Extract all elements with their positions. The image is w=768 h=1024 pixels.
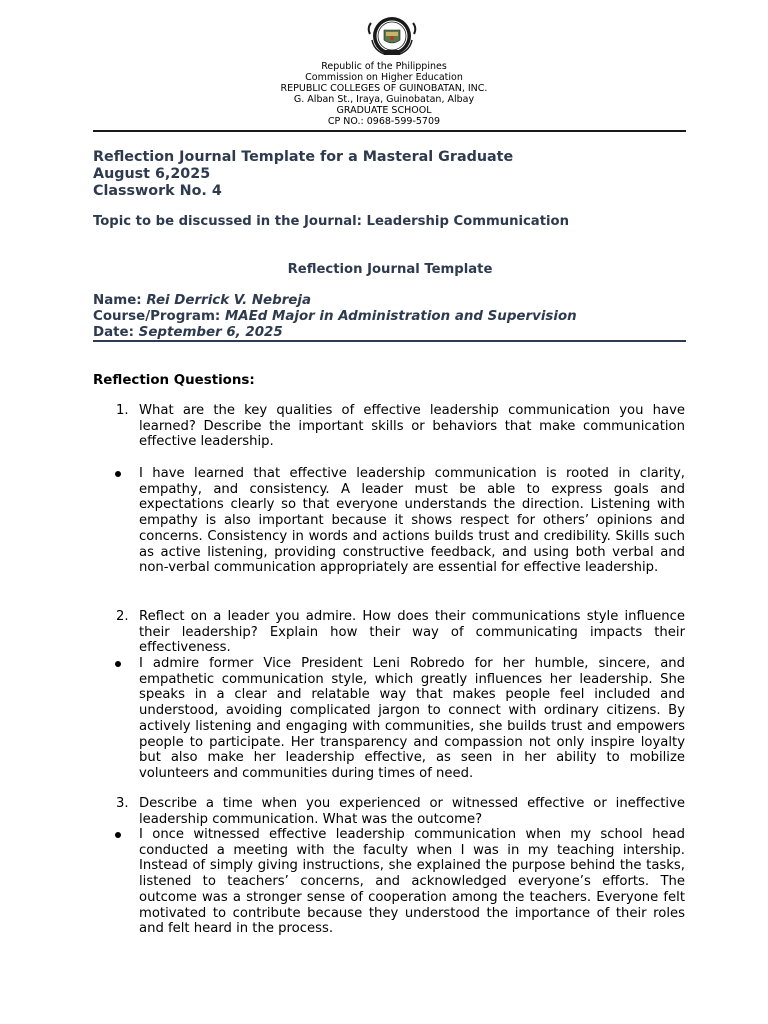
question-text: What are the key qualities of effective leadership communication you have learned? Describe the important skills or behaviors that make communication effective leadership. <box>139 403 685 450</box>
date-value: September 6, 2025 <box>138 324 283 340</box>
letterhead-line: Commission on Higher Education <box>305 72 463 84</box>
question-number: 2. <box>116 609 129 624</box>
question-number: 3. <box>116 796 129 811</box>
letterhead-line: GRADUATE SCHOOL <box>336 105 432 117</box>
question-number: 1. <box>116 403 129 418</box>
answer-text: I have learned that effective leadership communication is rooted in clarity, empathy, and consistency. A leader must be able to express goals and expectations clearly so that everyone understands the direction. Listening with empathy is also important because it shows respect for others’ opinions and concerns. Consistency in words and actions builds trust and credibility. Skills such as active listening, providing constructive feedback, and using both verbal and non-verbal communication appropriately are essential for effective leadership. <box>139 466 685 576</box>
date-label: Date: <box>93 324 134 340</box>
journal-topic: Topic to be discussed in the Journal: Leadership Communication <box>93 214 569 229</box>
template-title: Reflection Journal Template <box>287 262 493 277</box>
letterhead-line: Republic of the Philippines <box>321 61 447 72</box>
letterhead-line: G. Alban St., Iraya, Guinobatan, Albay <box>293 94 475 106</box>
program-row <box>93 309 577 325</box>
answer-text: I once witnessed effective leadership communication when my school head conducted a meeting with the faculty when I was in my teaching intership. Instead of simply giving instructions, she explained the purpose behind the tasks, listened to teachers’ concerns, and acknowledged everyone’s efforts. The outcome was a stronger sense of cooperation among the teachers. Everyone felt motivated to contribute because they understood the importance of their roles and felt heard in the process. <box>139 827 685 937</box>
info-divider <box>93 340 686 342</box>
date-row <box>93 325 577 341</box>
letterhead-line: CP NO.: 0968-599-5709 <box>327 116 441 128</box>
letterhead-line: REPUBLIC COLLEGES OF GUINOBATAN, INC. <box>280 83 488 95</box>
name-label: Name: <box>93 293 142 308</box>
document-title: Reflection Journal Template for a Masteral Graduate <box>93 149 514 165</box>
question-text: Reflect on a leader you admire. How does their communications style influence their leadership? Explain how their way of communicating impacts their effectiveness. <box>139 609 685 656</box>
answer-text: I admire former Vice President Leni Robredo for her humble, sincere, and empathetic communication style, which greatly influences her leadership. She speaks in a clear and relatable way that makes people feel included and understood, avoiding complicated jargon to connect with ordinary citizens. By actively listening and engaging with communities, she builds trust and empowers people to participate. Her transparency and compassion not only inspire loyalty but also make her leadership effective, as seen in her ability to mobilize volunteers and communities during times of need. <box>139 656 685 781</box>
question-text: Describe a time when you experienced or witnessed effective or ineffective leadership communication. What was the outcome? <box>139 796 685 827</box>
classwork-number: Classwork No. 4 <box>93 182 222 199</box>
bullet-icon <box>115 661 121 667</box>
bullet-icon <box>115 471 121 477</box>
name-value: Rei Derrick V. Nebreja <box>146 293 311 308</box>
student-info <box>93 293 577 340</box>
bullet-icon <box>115 832 121 838</box>
header-divider <box>93 130 686 132</box>
letterhead <box>0 61 768 128</box>
program-label: Course/Program: <box>93 308 221 324</box>
document-date: August 6,2025 <box>93 165 211 182</box>
school-seal-logo <box>364 14 420 58</box>
name-row <box>93 293 577 309</box>
reflection-questions-label: Reflection Questions: <box>93 373 255 388</box>
program-value: MAEd Major in Administration and Supervision <box>224 308 577 324</box>
title-block <box>93 149 513 199</box>
